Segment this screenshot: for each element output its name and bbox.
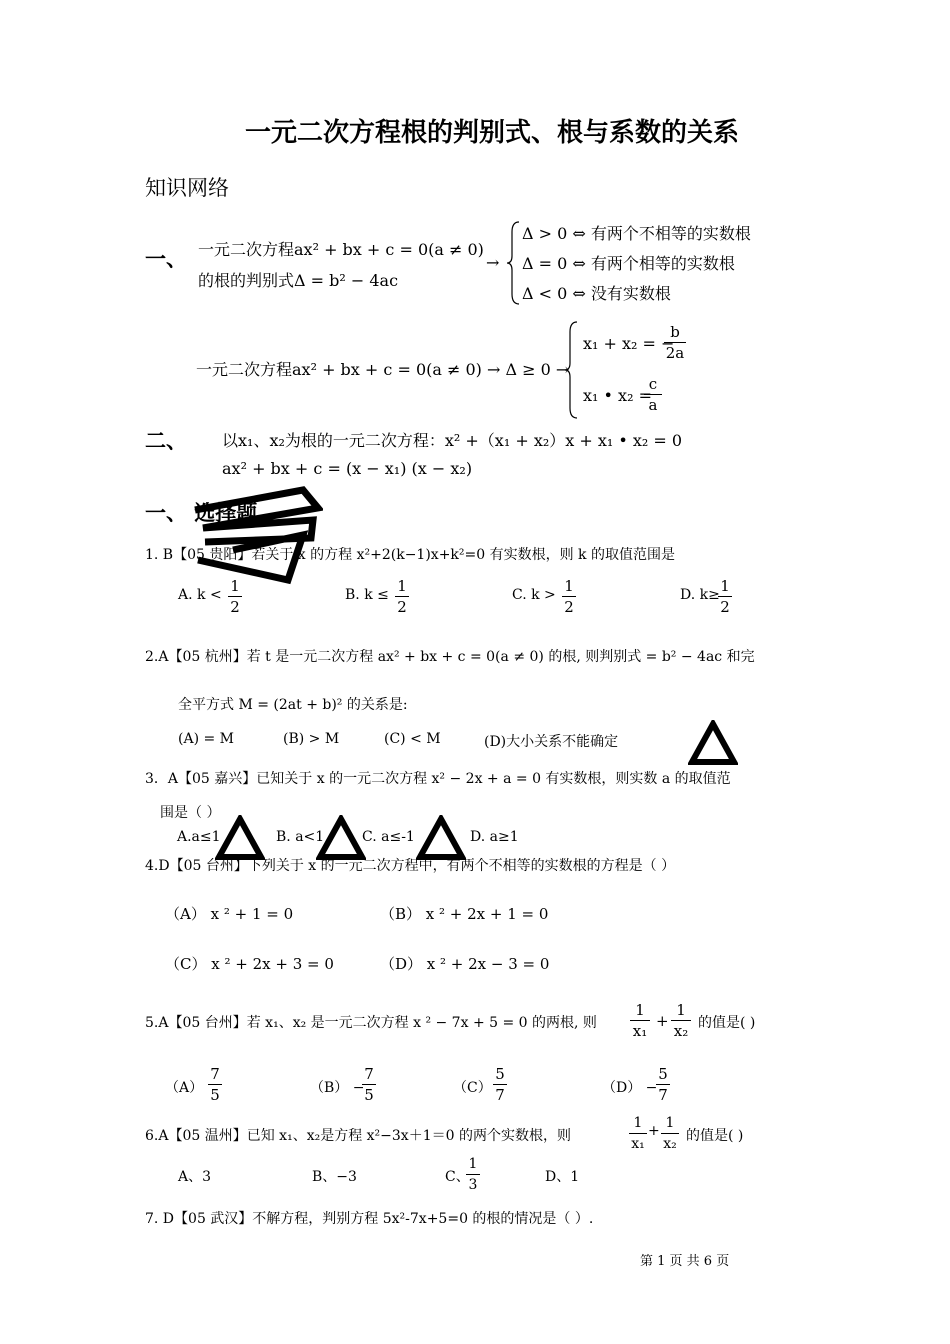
q1-option-c-numerator: 1 [562, 576, 576, 597]
q6-option-b: B、−3 [312, 1169, 357, 1185]
part1-label: 一、 [145, 247, 187, 271]
q6-reciprocal-x2-numerator: 1 [661, 1113, 679, 1134]
brace-icon [563, 320, 579, 420]
q2-option-d: (D)大小关系不能确定 [484, 734, 619, 750]
q1-option-c-fraction [562, 576, 576, 617]
q5-option-b-fraction [362, 1064, 376, 1105]
case-delta-negative: Δ < 0 ⇔ 没有实数根 [522, 284, 671, 303]
question-1-stem: 1. B【05 贵阳】若关于 x 的方程 x²+2(k−1)x+k²=0 有实数根，则 k 的取值范围是 [145, 547, 675, 563]
question-2-stem-cont: 全平方式 M = (2at + b)² 的关系是: [178, 697, 408, 713]
page-title: 一元二次方程根的判别式、根与系数的关系 [245, 118, 740, 148]
q6-reciprocal-x2 [661, 1113, 679, 1154]
q5-option-d: （D） − [602, 1080, 658, 1096]
plus-sign-icon: + [656, 1012, 669, 1030]
section-heading-choice: 一、 选择题 [145, 501, 258, 525]
q3-option-d: D. a≥1 [470, 829, 519, 845]
q5-reciprocal-x1-denominator: x₁ [632, 1022, 648, 1040]
part1-equation: 一元二次方程ax² + bx + c = 0(a ≠ 0) [198, 240, 484, 259]
vieta-product: x₁ • x₂ = [583, 386, 652, 405]
arrow-icon: → [486, 253, 500, 272]
q4-option-c: （C） x ² + 2x + 3 = 0 [165, 955, 334, 973]
q1-option-c-denominator: 2 [564, 598, 574, 616]
vieta-sum: x₁ + x₂ = − [583, 334, 675, 353]
q1-option-a-numerator: 1 [228, 576, 242, 597]
q5-option-c: （C） [453, 1080, 492, 1096]
question-3-stem-cont: 围是（ ） [160, 805, 221, 821]
q5-option-a: （A） [165, 1080, 204, 1096]
q5-option-c-fraction [493, 1064, 507, 1105]
q6-option-d: D、1 [545, 1169, 580, 1185]
vieta-sum-numerator: b [664, 322, 686, 343]
q6-option-a: A、3 [178, 1169, 212, 1185]
question-4-stem: 4.D【05 台州】下列关于 x 的一元二次方程中，有两个不相等的实数根的方程是（ ） [145, 858, 676, 874]
q2-option-c: (C) < M [384, 731, 441, 747]
q4-option-d: （D） x ² + 2x − 3 = 0 [380, 955, 550, 973]
q6-reciprocal-x2-denominator: x₂ [663, 1136, 677, 1152]
q5-option-d-numerator: 5 [656, 1064, 670, 1085]
q3-option-c: C. a≤-1 [362, 829, 415, 845]
vieta-product-numerator: c [644, 374, 662, 395]
vieta-product-denominator: a [648, 396, 658, 414]
question-6-stem: 6.A【05 温州】已知 x₁、x₂是方程 x²−3x＋1＝0 的两个实数根，则 [145, 1128, 571, 1144]
q5-reciprocal-x2 [671, 1000, 691, 1041]
q1-option-a: A. k < [178, 587, 222, 603]
q6-option-c-fraction [466, 1154, 480, 1195]
q5-reciprocal-x2-denominator: x₂ [673, 1022, 689, 1040]
q5-reciprocal-x2-numerator: 1 [671, 1000, 691, 1021]
q4-option-b: （B） x ² + 2x + 1 = 0 [380, 905, 549, 923]
q1-option-d-numerator: 1 [718, 576, 732, 597]
q5-option-b-numerator: 7 [362, 1064, 376, 1085]
question-2-stem: 2.A【05 杭州】若 t 是一元二次方程 ax² + bx + c = 0(a ≠ 0) 的根, 则判别式 = b² − 4ac 和完 [145, 649, 755, 665]
q6-option-c-numerator: 1 [466, 1154, 480, 1175]
q2-option-b: (B) > M [283, 731, 340, 747]
part2-factored: ax² + bx + c = (x − x₁) (x − x₂) [222, 459, 473, 478]
q6-option-c: C、 [445, 1169, 470, 1185]
q5-reciprocal-x1-numerator: 1 [630, 1000, 650, 1021]
q5-reciprocal-x1 [630, 1000, 650, 1041]
triangle-mark-icon [688, 720, 738, 766]
q1-option-d: D. k≥ [680, 587, 720, 603]
q4-option-a: （A） x ² + 1 = 0 [165, 905, 294, 923]
q1-option-b-denominator: 2 [397, 598, 407, 616]
q2-option-a: (A) = M [178, 731, 234, 747]
q3-option-b: B. a<1 [276, 829, 325, 845]
section-heading-network: 知识网络 [145, 176, 229, 200]
q5-option-a-numerator: 7 [208, 1064, 222, 1085]
q5-option-b-denominator: 5 [364, 1086, 374, 1104]
q1-option-a-fraction [228, 576, 242, 617]
question-7-stem: 7. D【05 武汉】不解方程，判别方程 5x²-7x+5=0 的根的情况是（ ）. [145, 1211, 594, 1227]
q1-option-b-numerator: 1 [395, 576, 409, 597]
vieta-lead: 一元二次方程ax² + bx + c = 0(a ≠ 0) → Δ ≥ 0 → [196, 360, 570, 379]
q6-option-c-denominator: 3 [468, 1177, 478, 1193]
q1-option-d-fraction [718, 576, 732, 617]
case-delta-positive: Δ > 0 ⇔ 有两个不相等的实数根 [522, 224, 751, 243]
plus-sign-icon: + [648, 1123, 660, 1139]
q1-option-b-fraction [395, 576, 409, 617]
q6-reciprocal-x1-denominator: x₁ [631, 1136, 645, 1152]
q1-option-c: C. k > [512, 587, 556, 603]
part2-equation: 以x₁、x₂为根的一元二次方程：x² +（x₁ + x₂）x + x₁ • x₂ = 0 [222, 431, 683, 450]
part1-discriminant: 的根的判别式Δ = b² − 4ac [198, 271, 399, 290]
question-5-tail: 的值是( ) [698, 1015, 756, 1031]
q1-option-b: B. k ≤ [345, 587, 389, 603]
brace-icon [505, 220, 521, 306]
q1-option-d-denominator: 2 [720, 598, 730, 616]
question-3-stem: 3．A【05 嘉兴】已知关于 x 的一元二次方程 x² − 2x + a = 0 有实数根，则实数 a 的取值范 [145, 771, 731, 787]
part2-label: 二、 [145, 429, 187, 453]
q1-option-a-denominator: 2 [230, 598, 240, 616]
q3-option-a: A.a≤1 [177, 829, 221, 845]
question-6-tail: 的值是( ) [686, 1128, 744, 1144]
vieta-product-fraction [644, 374, 662, 415]
case-delta-zero: Δ = 0 ⇔ 有两个相等的实数根 [522, 254, 735, 273]
q5-option-c-denominator: 7 [495, 1086, 505, 1104]
q5-option-d-denominator: 7 [658, 1086, 668, 1104]
q5-option-a-denominator: 5 [210, 1086, 220, 1104]
q6-reciprocal-x1-numerator: 1 [629, 1113, 647, 1134]
vieta-sum-denominator: 2a [665, 344, 685, 362]
scribble-mark-icon [193, 480, 323, 590]
question-5-stem: 5.A【05 台州】若 x₁、x₂ 是一元二次方程 x ² − 7x + 5 = 0 的两根, 则 [145, 1015, 597, 1031]
q5-option-a-fraction [208, 1064, 222, 1105]
vieta-sum-fraction [664, 322, 686, 363]
q6-reciprocal-x1 [629, 1113, 647, 1154]
q5-option-c-numerator: 5 [493, 1064, 507, 1085]
q5-option-d-fraction [656, 1064, 670, 1105]
page-number: 第 1 页 共 6 页 [640, 1254, 730, 1269]
q5-option-b: （B） − [310, 1080, 365, 1096]
